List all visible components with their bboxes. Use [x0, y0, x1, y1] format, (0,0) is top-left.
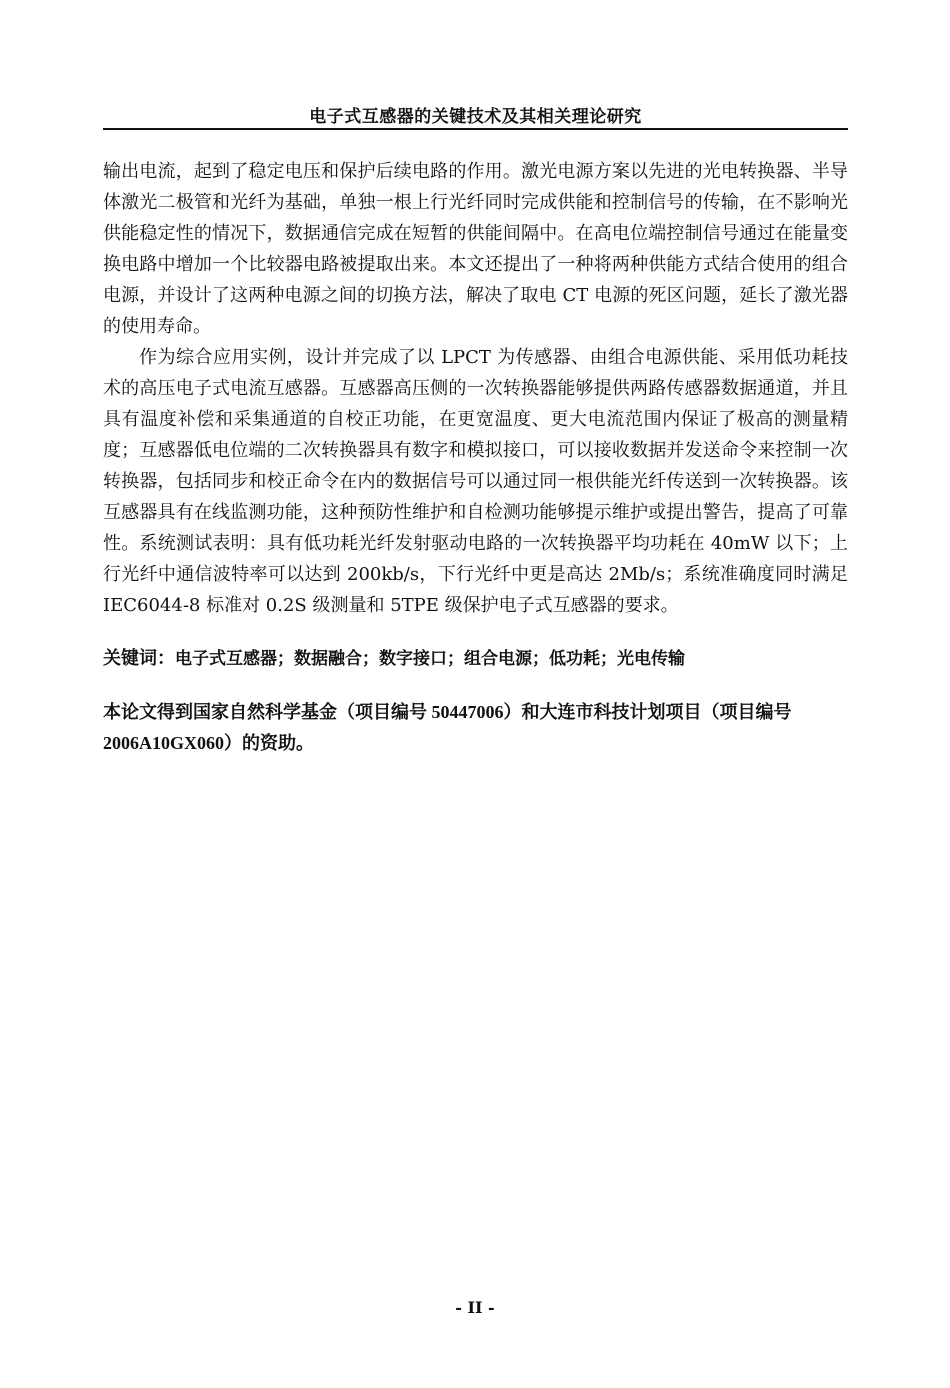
- paragraph-2: 作为综合应用实例，设计并完成了以 LPCT 为传感器、由组合电源供能、采用低功耗技术的高压电子式电流互感器。互感器高压侧的一次转换器能够提供两路传感器数据通道，并且具有温度补偿和采集通道的自校正功能，在更宽温度、更大电流范围内保证了极高的测量精度；互感器低电位端的二次转换器具有数字和模拟接口，可以接收数据并发送命令来控制一次转换器，包括同步和校正命令在内的数据信号可以通过同一根供能光纤传送到一次转换器。该互感器具有在线监测功能，这种预防性维护和自检测功能够提示维护或提出警告，提高了可靠性。系统测试表明：具有低功耗光纤发射驱动电路的一次转换器平均功耗在 40mW 以下；上行光纤中通信波特率可以达到 200kb/s，下行光纤中更是高达 2Mb/s；系统准确度同时满足 IEC6044-8 标准对 0.2S 级测量和 5TPE 级保护电子式互感器的要求。: [103, 347, 848, 616]
- keywords-list: 电子式互感器；数据融合；数字接口；组合电源；低功耗；光电传输: [175, 649, 685, 669]
- funding-note: 本论文得到国家自然科学基金（项目编号 50447006）和大连市科技计划项目（项目编号 2006A10GX060）的资助。: [103, 702, 792, 753]
- keywords-label: 关键词：: [103, 648, 175, 669]
- header-rule: [103, 128, 848, 130]
- page-number: - II -: [455, 1298, 495, 1317]
- paragraph-1: 输出电流，起到了稳定电压和保护后续电路的作用。激光电源方案以先进的光电转换器、半导体激光二极管和光纤为基础，单独一根上行光纤同时完成供能和控制信号的传输，在不影响光供能稳定性的情况下，数据通信完成在短暂的供能间隔中。在高电位端控制信号通过在能量变换电路中增加一个比较器电路被提取出来。本文还提出了一种将两种供能方式结合使用的组合电源，并设计了这两种电源之间的切换方法，解决了取电 CT 电源的死区问题，延长了激光器的使用寿命。: [103, 161, 848, 337]
- running-header: 电子式互感器的关键技术及其相关理论研究: [309, 107, 642, 127]
- keywords-line: [103, 643, 848, 675]
- page-content: [103, 156, 848, 759]
